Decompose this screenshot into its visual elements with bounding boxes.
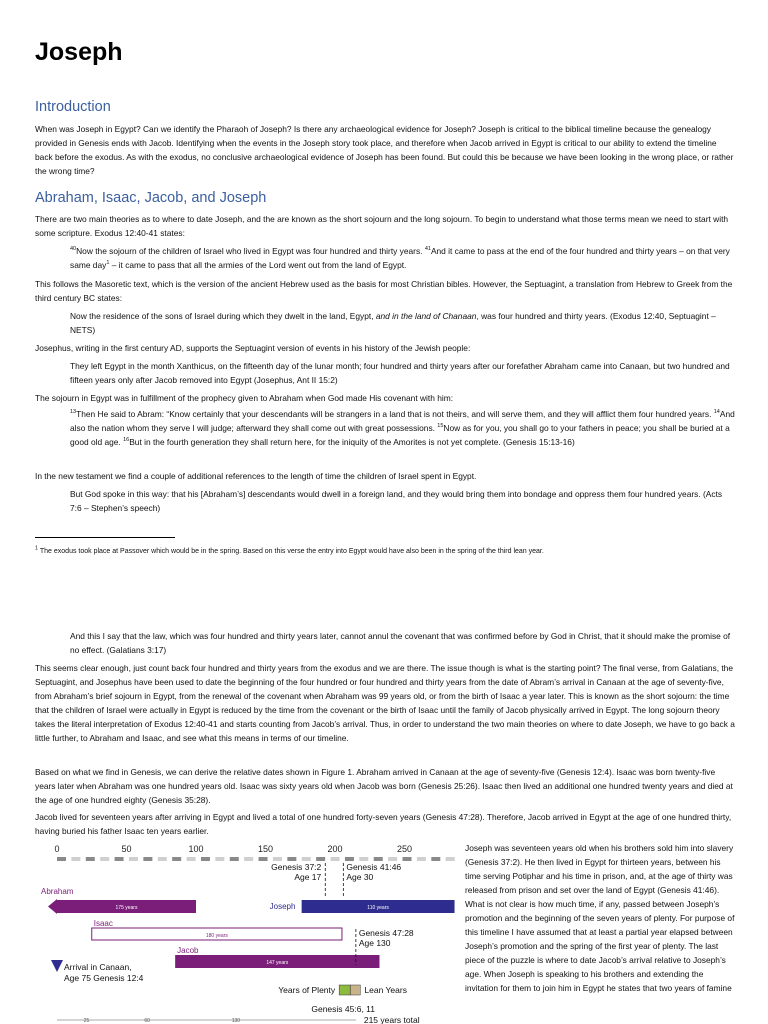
- ruler-segment: [446, 857, 455, 861]
- arrow-down-icon: [51, 960, 63, 972]
- verse-number: 41: [424, 246, 431, 253]
- ruler-segment: [331, 857, 340, 861]
- timeline-labels: [51, 862, 420, 1024]
- verse-number: 40: [70, 246, 77, 253]
- quote-text: Now the residence of the sons of Israel during which they dwelt in the land, Egypt,: [70, 311, 376, 321]
- verse-number: 14: [713, 409, 720, 416]
- bar-duration-label: 180 years: [205, 933, 228, 939]
- event-label: Genesis 37:2: [271, 862, 322, 872]
- ruler-segment: [287, 857, 296, 861]
- bar-name-label: Jacob: [177, 946, 199, 955]
- ruler-segment: [115, 857, 124, 861]
- quote-josephus: They left Egypt in the month Xanthicus, on the fifteenth day of the lunar month; four hundred and thirty years after our forefather Abraham came into Canaan, but two hundred and fifteen years only after Jacob removed into Egypt (Josephus, Ant II 15:2): [70, 361, 730, 385]
- event-label: Age 130: [358, 938, 391, 948]
- quote-acts-7: But God spoke in this way: that his [Abraham’s] descendants would dwell in a foreign land, and they would bring them into bondage and oppress them four hundred years. (Acts 7:6 – Stephen’s speech): [70, 489, 723, 513]
- ruler-segment: [187, 857, 196, 861]
- event-label: Age 75 Genesis 12:4: [64, 973, 144, 983]
- ruler-segment: [302, 857, 311, 861]
- ruler-segment: [388, 857, 397, 861]
- quote-text: Now as for you, you shall go to your fathers in peace; you shall be buried at a good old age.: [70, 423, 730, 447]
- verse-number: 16: [123, 437, 130, 444]
- event-label: Arrival in Canaan,: [64, 962, 132, 972]
- quote-exodus-12-40: [70, 244, 735, 272]
- verse-number: 13: [70, 409, 77, 416]
- lean-label: Lean Years: [364, 985, 407, 995]
- lean-years-block: [350, 985, 360, 995]
- quote-text: Now the sojourn of the children of Israel who lived in Egypt was four hundred and thirty years.: [76, 246, 425, 256]
- quote-italic: and in the land of Chanaan: [375, 311, 477, 321]
- bar-name-label: Joseph: [269, 902, 296, 911]
- ruler-segment: [143, 857, 152, 861]
- ruler-segment: [129, 857, 138, 861]
- ruler-segment: [71, 857, 80, 861]
- paragraph-josephus: Josephus, writing in the first century AD, supports the Septuagint version of events in his history of the Jewish people:: [35, 343, 471, 353]
- span-tick-label: 25: [83, 1018, 90, 1024]
- tick-label: 0: [54, 844, 60, 854]
- paragraph-prophecy: The sojourn in Egypt was in fulfillment of the prophecy given to Abraham when God made His covenant with him:: [35, 393, 454, 403]
- quote-text: And it came to pass at the end of the four hundred and thirty years – on that very same day: [70, 246, 730, 270]
- tick-label: 50: [121, 844, 132, 854]
- genesis-45-label: Genesis 45:6, 11: [311, 1004, 376, 1014]
- event-label: Genesis 41:46: [346, 862, 402, 872]
- ruler-segment: [403, 857, 412, 861]
- quote-septuagint: [70, 309, 735, 337]
- paragraph-masoretic: This follows the Masoretic text, which is the version of the ancient Hebrew used as the basis for most Christian bibles. However, the Septuagint, a translation from Hebrew to Greek from the third century BC states:: [35, 279, 733, 303]
- heading-abraham-isaac-jacob-joseph: Abraham, Isaac, Jacob, and Joseph: [35, 190, 267, 206]
- quote-text: , was four hundred and thirty years. (Exodus 12:40, Septuagint – NETS): [70, 311, 716, 335]
- ruler-segment: [100, 857, 109, 861]
- timeline-figure: [33, 840, 458, 1024]
- footnote: [35, 547, 735, 557]
- paragraph-short-sojourn: This seems clear enough, just count back four hundred and thirty years from the exodus and we are there. The issue though is what is the starting point? The final verse, from Galatians, the Septuagint, and Josephus have been used to date the beginning of the four hundred or four hundred and thirty years from the date of Abram’s arrival in Canaan at the age of seventy-five, from Abraham’s brief sojourn in Egypt, from the renewal of the covenant when Abraham was 99 years old, or from the birth of Isaac a year later. This is known as the short sojourn: the time that the children of Israel were actually in Egypt is reduced by the time from the covenant or the birth of Isaac until the family of Jacob physically arrived in Egypt. The long sojourn theory takes the literal interpretation of Exodus 12:40-41 and starts counting from Jacob’s arrival. Thus, in order to understand the two main theories on where to date Joseph, we have to go back a little further, to Abraham and Isaac, and see what this means in terms of our timeline.: [35, 663, 735, 743]
- ruler-segment: [273, 857, 282, 861]
- quote-text: And also the nation whom they serve I will judge; afterward they shall come out with great possessions.: [70, 409, 735, 433]
- span-tick-label: 130: [231, 1018, 241, 1024]
- paragraph-new-testament: In the new testament we find a couple of additional references to the length of time the children of Israel spent in Egypt.: [35, 471, 477, 481]
- ruler-segment: [316, 857, 325, 861]
- event-label: Age 30: [346, 872, 374, 882]
- arrow-left-icon: [48, 899, 57, 914]
- ruler-segment: [201, 857, 210, 861]
- span-tick-label: 60: [144, 1018, 150, 1024]
- event-label: Age 17: [294, 872, 322, 882]
- footnote-number: 1: [35, 545, 39, 552]
- ruler-segment: [158, 857, 167, 861]
- footnote-text: The exodus took place at Passover which would be in the spring. Based on this verse the entry into Egypt would have also been in the spring of the third lean year.: [38, 548, 544, 555]
- total-label: 215 years total: [363, 1015, 420, 1024]
- tick-label: 100: [188, 844, 204, 854]
- tick-label: 150: [257, 844, 274, 854]
- ruler-segment: [259, 857, 268, 861]
- paragraph-two-theories: There are two main theories as to where to date Joseph, and the are known as the short sojourn and the long sojourn. To begin to understand what those terms mean we need to start with some scripture. Exodus 12:40-41 states:: [35, 214, 729, 238]
- bar-duration-label: 175 years: [115, 905, 138, 911]
- ruler-segment: [359, 857, 368, 861]
- paragraph-figure-1: Based on what we find in Genesis, we can derive the relative dates shown in Figure 1. Abraham arrived in Canaan at the age of seventy-five (Genesis 12:4). Isaac was born twenty-five years later when Abraham was one hundred years old. Isaac was sixty years old when Jacob was born (Genesis 25:26). Isaac then lived an additional one hundred twenty years and died at the age of one hundred eighty (Genesis 35:28).: [35, 767, 733, 805]
- verse-number: 15: [437, 423, 444, 430]
- paragraph-joseph-age: Joseph was seventeen years old when his brothers sold him into slavery (Genesis 37:2). He then lived in Egypt for thirteen years, between his time serving Potiphar and his time in prison, and, at the age of thirty was released from prison and set over the land of Egypt (Genesis 41:46). What is not clear is how much time, if any, passed between Joseph’s promotion and the beginning of the seven years of plenty. For purpose of this timeline I have assumed that at least a partial year elapsed between Joseph’s promotion and the spring of the first year of plenty. The last piece of the puzzle is where to date Jacob’s arrival relative to Joseph’s age. When Joseph is speaking to his brothers and extending the invitation for them to join him in Egypt he states that two years of famine: [465, 843, 735, 993]
- quote-galatians-3: And this I say that the law, which was four hundred and thirty years later, cannot annul the covenant that was confirmed before by God in Christ, that it should make the promise of no effect. (Galatians 3:17): [70, 631, 731, 655]
- quote-text: But in the fourth generation they shall return here, for the iniquity of the Amorites is not yet complete. (Genesis 15:13-16): [129, 437, 575, 447]
- timeline-axis: [54, 844, 454, 861]
- bar-duration-label: 110 years: [367, 905, 389, 911]
- ruler-segment: [57, 857, 66, 861]
- plenty-label: Years of Plenty: [278, 985, 336, 995]
- event-label: Genesis 47:28: [358, 928, 414, 938]
- ruler-segment: [345, 857, 354, 861]
- ruler-segment: [417, 857, 426, 861]
- ruler-segment: [374, 857, 383, 861]
- ruler-segment: [244, 857, 253, 861]
- ruler-segment: [172, 857, 181, 861]
- ruler-segment: [431, 857, 440, 861]
- ruler-segment: [230, 857, 239, 861]
- footnote-ref: 1: [106, 260, 110, 267]
- tick-label: 200: [327, 844, 343, 854]
- paragraph-jacob-egypt: Jacob lived for seventeen years after arriving in Egypt and lived a total of one hundred forty-seven years (Genesis 47:28). Therefore, Jacob arrived in Egypt at the age of one hundred thirty, having buried his father Isaac ten years earlier.: [35, 812, 732, 836]
- quote-genesis-15: [70, 407, 735, 449]
- bar-duration-label: 147 years: [266, 960, 289, 966]
- quote-text: Then He said to Abram: “Know certainly that your descendants will be strangers in a land that is not theirs, and will serve them, and they will afflict them four hundred years.: [76, 409, 714, 419]
- quote-text: – it came to pass that all the armies of the Lord went out from the land of Egypt.: [109, 260, 407, 270]
- bar-name-label: Abraham: [41, 887, 74, 896]
- bar-name-label: Isaac: [93, 919, 113, 928]
- tick-label: 250: [396, 844, 413, 854]
- intro-paragraph: When was Joseph in Egypt? Can we identify the Pharaoh of Joseph? Is there any archaeological evidence for Joseph? Joseph is critical to the biblical timeline because the genealogy provided in Genesis ends with Jacob. Identifying when the events in the Joseph story took place, and therefore when Jacob arrived in Egypt is critical to our ability to extend the timeline back before the exodus. As with the exodus, no conclusive archaeological evidence of Joseph has been found. But could this be because we have been looking in the wrong place, or rather the wrong time?: [35, 124, 734, 176]
- heading-introduction: Introduction: [35, 99, 111, 115]
- page-title: Joseph: [35, 38, 123, 66]
- ruler-segment: [86, 857, 95, 861]
- years-of-plenty-block: [339, 985, 350, 995]
- ruler-segment: [215, 857, 224, 861]
- footnote-divider: [35, 537, 175, 538]
